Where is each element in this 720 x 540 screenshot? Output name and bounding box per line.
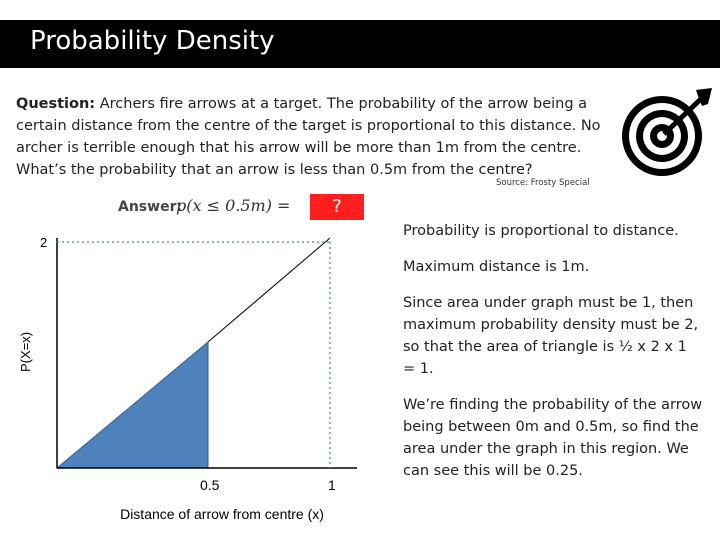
question-text: [16, 93, 616, 181]
question-label: Question:: [16, 96, 96, 112]
title-bar: [0, 20, 720, 68]
question-body: Archers fire arrows at a target. The probability of the arrow being a certain distance from the centre of the target is proportional to this distance. No archer is terrible enough that his arrow will be more than 1m from the centre. What’s the probability that an arrow is less than 0.5m from the centre?: [16, 96, 601, 178]
answer-label: Answer:: [118, 199, 183, 215]
answer-expression: p(x ≤ 0.5m) =: [176, 196, 291, 215]
y-axis-label: P(X=x): [18, 331, 33, 373]
y-tick-label: 2: [40, 235, 48, 250]
answer-placeholder: ?: [310, 194, 364, 220]
note-max-distance: Maximum distance is 1m.: [403, 259, 590, 275]
page-title: Probability Density: [30, 26, 275, 56]
density-line: [208, 238, 330, 342]
note-proportional: Probability is proportional to distance.: [403, 223, 679, 239]
source-credit: Source: Frosty Special: [496, 178, 590, 188]
density-graph: [0, 230, 380, 530]
answer-box: [112, 194, 360, 222]
explanation-notes: [403, 220, 703, 496]
x-tick-label-one: 1: [328, 477, 336, 493]
shaded-area: [57, 342, 208, 468]
target-icon: [618, 86, 714, 182]
note-finding: We’re finding the probability of the arrow being between 0m and 0.5m, so find the area under the graph in this region. We can see this will be 0.25.: [403, 397, 703, 479]
note-area: Since area under graph must be 1, then maximum probability density must be 2, so that the area of triangle is ½ x 2 x 1 = 1.: [403, 295, 699, 377]
x-tick-label-half: 0.5: [200, 477, 220, 493]
x-axis-label: Distance of arrow from centre (x): [120, 506, 324, 522]
